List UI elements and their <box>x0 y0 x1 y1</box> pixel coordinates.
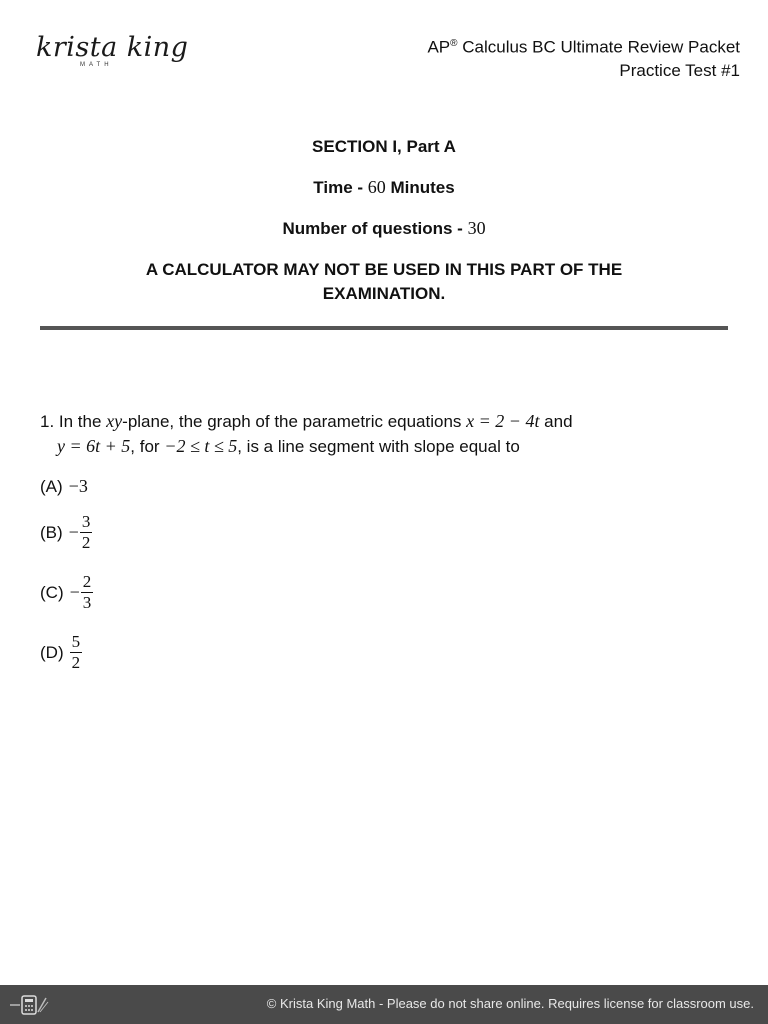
question-text: In the <box>54 412 107 431</box>
choice-fraction <box>81 572 94 613</box>
section-time <box>0 176 768 199</box>
section-title: SECTION I, Part A <box>312 137 456 156</box>
section-question-count <box>0 217 768 240</box>
choice-a[interactable] <box>40 476 88 497</box>
time-label: Time - <box>313 178 368 197</box>
footer-copyright: © Krista King Math - Please do not share online. Requires license for classroom use. <box>266 996 754 1011</box>
fraction-denominator: 2 <box>81 533 91 552</box>
fraction-numerator: 5 <box>71 632 81 651</box>
choice-d[interactable] <box>40 632 82 673</box>
choice-sign: − <box>68 522 79 542</box>
question-line-2 <box>40 434 740 459</box>
header-ap: AP <box>427 37 451 57</box>
fraction-denominator: 2 <box>71 653 81 672</box>
question-text: -plane, the graph of the parametric equations <box>122 412 467 431</box>
count-value: 30 <box>467 218 486 238</box>
math-xy: xy <box>106 411 123 431</box>
section-info <box>0 136 768 306</box>
choice-c[interactable] <box>40 572 93 613</box>
choice-fraction <box>80 512 93 553</box>
math-t-range: −2 ≤ t ≤ 5 <box>164 436 238 456</box>
choice-b[interactable] <box>40 512 92 553</box>
header-test-name: Practice Test #1 <box>619 60 740 80</box>
math-y-equation: y = 6t + 5 <box>57 436 131 456</box>
choice-label: (A) <box>40 476 63 496</box>
brand-logo <box>36 32 189 86</box>
brand-logo-sub: MATH <box>80 62 113 68</box>
page-footer <box>0 985 768 1024</box>
header-title <box>427 32 740 59</box>
choice-sign: − <box>69 582 80 602</box>
calculator-warning: A CALCULATOR MAY NOT BE USED IN THIS PART OF THE EXAMINATION. <box>145 260 623 303</box>
choice-label: (D) <box>40 642 64 662</box>
question-text: , is a line segment with slope equal to <box>237 437 520 456</box>
header-packet-title: Calculus BC Ultimate Review Packet <box>457 37 740 57</box>
fraction-numerator: 2 <box>82 572 92 591</box>
choice-fraction <box>70 632 83 673</box>
time-value: 60 <box>367 177 386 197</box>
choice-value: −3 <box>68 476 88 496</box>
brand-logo-script: krista king <box>36 32 189 63</box>
time-unit: Minutes <box>385 178 455 197</box>
calculator-icon <box>10 994 50 1016</box>
document-header <box>427 32 740 82</box>
question-number: 1. <box>40 412 55 431</box>
choice-label: (C) <box>40 582 64 602</box>
fraction-numerator: 3 <box>81 512 91 531</box>
count-label: Number of questions - <box>282 219 468 238</box>
section-divider <box>40 326 728 330</box>
header-registered-mark: ® <box>450 38 458 49</box>
question-line-1 <box>40 409 740 434</box>
question-1 <box>40 409 740 459</box>
question-text: , for <box>130 437 165 456</box>
question-text: and <box>539 412 573 431</box>
fraction-denominator: 3 <box>82 593 92 612</box>
math-x-equation: x = 2 − 4t <box>466 411 540 431</box>
choice-label: (B) <box>40 522 63 542</box>
